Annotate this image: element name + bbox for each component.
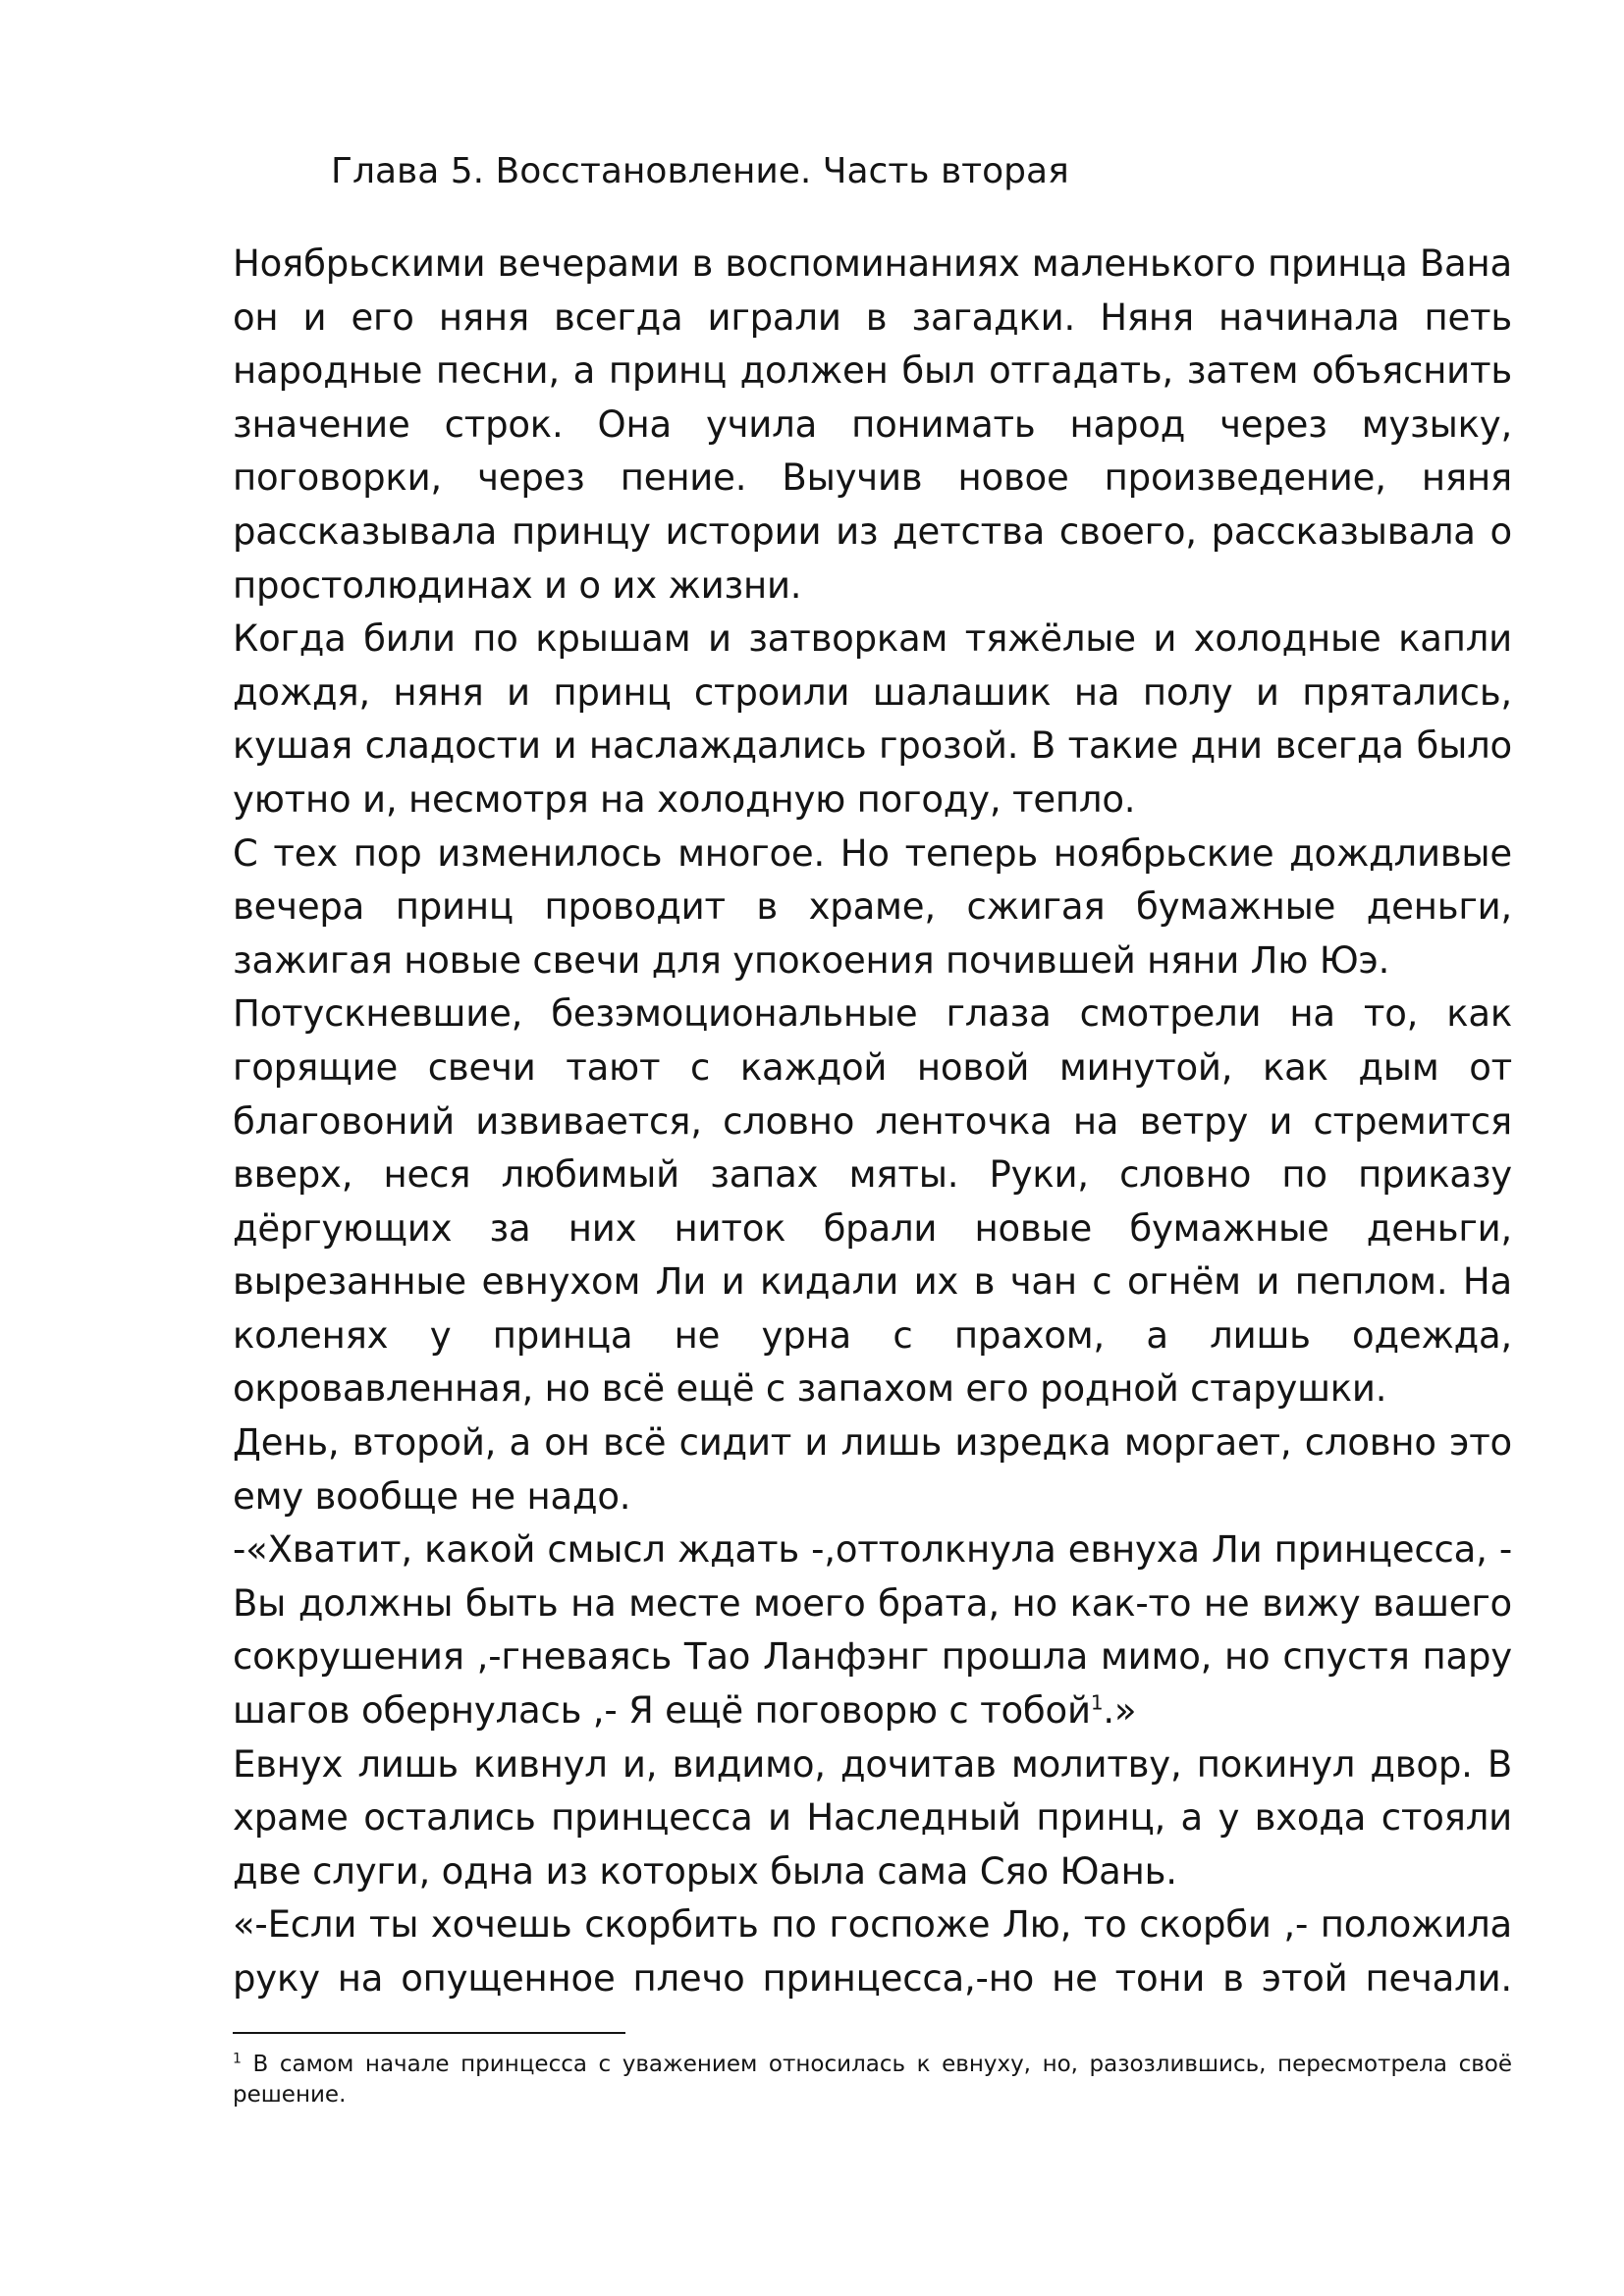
dialogue-paragraph: «-Если ты хочешь скорбить по госпоже Лю, то скорби ,- положила руку на опущенное плечо принцесса,-но не тони в этой печали. [233, 1903, 1512, 2000]
paragraph: Евнух лишь кивнул и, видимо, дочитав молитву, покинул двор. В храме остались принцесса и Наследный принц, а у входа стояли две слуги, одна из которых была сама Сяо Юань. [233, 1742, 1512, 1893]
dialogue-paragraph [233, 1523, 1512, 1737]
dialogue-closing: .» [1103, 1689, 1137, 1733]
footnote-text: В самом начале принцесса с уважением относилась к евнуху, но, разозлившись, пересмотрела своё решение. [233, 2051, 1512, 2108]
paragraph: Потускневшие, безэмоциональные глаза смотрели на то, как горящие свечи тают с каждой новой минутой, как дым от благовоний извивается, словно ленточка на ветру и стремится вверх, неся любимый запах мяты. Руки, словно по приказу дёргующих за них ниток брали новые бумажные деньги, вырезанные евнухом Ли и кидали их в чан с огнём и пеплом. На коленях у принца не урна с прахом, а лишь одежда, окровавленная, но всё ещё с запахом его родной старушки. [233, 992, 1512, 1411]
paragraph: Ноябрьскими вечерами в воспоминаниях маленького принца Вана он и его няня всегда играли в загадки. Няня начинала петь народные песни, а принц должен был отгадать, затем объяснить значение строк. Она учила понимать народ через музыку, поговорки, через пение. Выучив новое произведение, няня рассказывала принцу истории из детства своего, рассказывала о простолюдинах и о их жизни. [233, 242, 1512, 607]
body-text [233, 238, 1512, 2006]
footnote-marker: 1 [233, 2050, 242, 2066]
footnote [233, 2050, 1512, 2110]
paragraph: С тех пор изменилось многое. Но теперь ноябрьские дождливые вечера принц проводит в храме, сжигая бумажные деньги, зажигая новые свечи для упокоения почившей няни Лю Юэ. [233, 831, 1512, 982]
paragraph: Когда били по крышам и затворкам тяжёлые и холодные капли дождя, няня и принц строили шалашик на полу и прятались, кушая сладости и наслаждались грозой. В такие дни всегда было уютно и, несмотря на холодную погоду, тепло. [233, 617, 1512, 821]
dialogue-text: -«Хватит, какой смысл ждать -,оттолкнула евнуха Ли принцесса, - Вы должны быть на месте моего брата, но как-то не вижу вашего сокрушения ,-гневаясь Тао Ланфэнг прошла мимо, но спустя пару шагов обернулась ,- Я ещё поговорю с тобой [233, 1528, 1512, 1733]
footnote-separator [233, 2032, 625, 2034]
document-page [233, 147, 1512, 2110]
paragraph: День, второй, а он всё сидит и лишь изредка моргает, словно это ему вообще не надо. [233, 1421, 1512, 1518]
footnote-reference[interactable]: 1 [1090, 1690, 1104, 1715]
chapter-title: Глава 5. Восстановление. Часть вторая [331, 151, 1069, 191]
